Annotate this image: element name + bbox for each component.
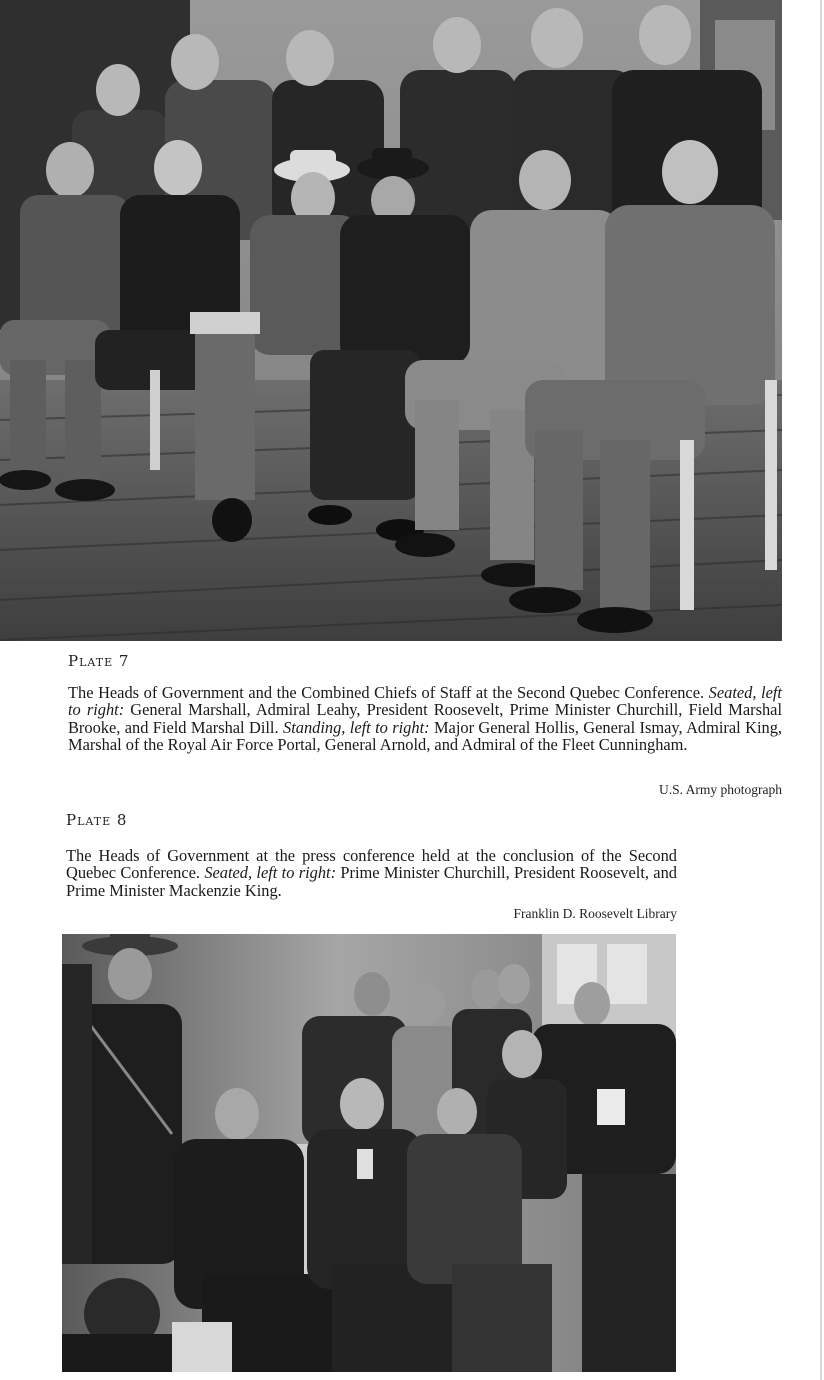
plate7-standing-text: Major General Hollis, General Ismay, Admiral King, Marshal of the Royal Air Force Portal, General Arnold, and Admiral of the Fleet Cunningham. [68, 717, 782, 755]
plate8-photograph [62, 934, 676, 1372]
plate8-seated-text: Prime Minister Churchill, President Roosevelt, and Prime Minister Mackenzie King. [66, 863, 677, 900]
plate7-label: Plate 7 [68, 652, 130, 670]
plate7-photo-credit: U.S. Army photograph [659, 782, 782, 797]
plate7-seated-text: General Marshall, Admiral Leahy, President Roosevelt, Prime Minister Churchill, Field Marshal Brooke, and Field Marshal Dill. [68, 700, 782, 737]
plate8-photo-credit: Franklin D. Roosevelt Library [513, 906, 677, 921]
plate7-photograph [0, 0, 782, 641]
plate7-caption-intro: The Heads of Government and the Combined Chiefs of Staff at the Second Quebec Conference. [68, 683, 705, 702]
plate7-caption [68, 684, 782, 754]
plate7-seated-label: Seated, left to right: [68, 683, 782, 720]
plate8-label: Plate 8 [66, 811, 128, 829]
plate8-caption-intro: The Heads of Government at the press conference held at the conclusion of the Second Quebec Conference. [66, 846, 677, 883]
plate8-caption [66, 847, 677, 899]
plate7-standing-label: Standing, left to right: [283, 717, 430, 737]
plate8-seated-label: Seated, left to right: [204, 863, 337, 883]
page-edge-shadow [820, 0, 822, 1380]
